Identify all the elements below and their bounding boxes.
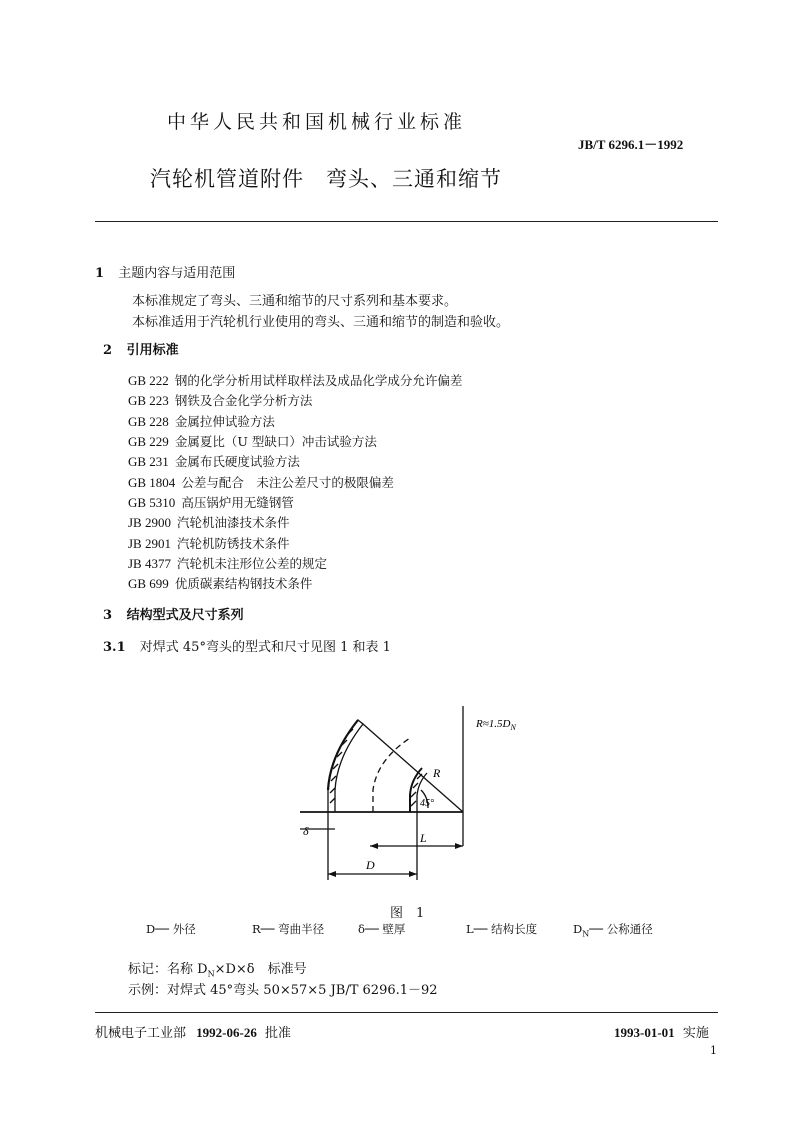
reference-title: 公差与配合 未注公差尺寸的极限偏差 — [181, 475, 394, 490]
section-2-title: 引用标准 — [126, 343, 179, 358]
section-3-title: 结构型式及尺寸系列 — [126, 608, 244, 623]
label-D: D — [366, 858, 375, 872]
effective-label: 实施 — [682, 1026, 709, 1041]
legend-R: R── 弯曲半径 — [252, 922, 325, 936]
reference-code: GB 1804 — [128, 475, 176, 490]
radius-formula: $R\approx 1.5D_N$ — [476, 718, 516, 732]
footer-approval — [95, 1022, 291, 1041]
reference-code: GB 228 — [128, 414, 169, 429]
legend-DN: $D_N──$ 公称通径 — [573, 922, 653, 939]
effective-date: 1993-01-01 — [614, 1025, 675, 1040]
approval-label: 批准 — [264, 1026, 291, 1041]
footer-effective — [614, 1022, 709, 1041]
marking-example: 示例：对焊式 45°弯头 50×57×5 JB/T 6296.1－92 — [128, 983, 438, 998]
section-2-number: 2 — [103, 343, 113, 358]
reference-code: GB 699 — [128, 576, 169, 591]
reference-code: GB 222 — [128, 373, 169, 388]
legend-L: L── 结构长度 — [466, 922, 538, 936]
section-3-number: 3 — [103, 608, 113, 623]
issuer: 机械电子工业部 — [95, 1026, 187, 1041]
section-1-paragraph-1: 本标准规定了弯头、三通和缩节的尺寸系列和基本要求。 — [132, 294, 458, 309]
label-angle: 45° — [420, 798, 434, 809]
reference-title: 高压锅炉用无缝钢管 — [181, 495, 294, 510]
reference-title: 汽轮机未注形位公差的规定 — [176, 556, 327, 571]
reference-code: GB 223 — [128, 393, 169, 408]
reference-code: GB 5310 — [128, 495, 176, 510]
standard-code: JB/T 6296.1－1992 — [578, 137, 684, 152]
legend-D: D── 外径 — [146, 922, 196, 936]
reference-code: JB 2900 — [128, 515, 171, 530]
label-R: R — [433, 766, 441, 780]
reference-title: 金属布氏硬度试验方法 — [174, 454, 300, 469]
reference-code: JB 2901 — [128, 536, 171, 551]
label-delta: δ — [303, 824, 309, 838]
document-title: 汽轮机管道附件 弯头、三通和缩节 — [150, 167, 502, 191]
reference-title: 钢铁及合金化学分析方法 — [174, 393, 313, 408]
reference-code: GB 229 — [128, 434, 169, 449]
subsection-3-1-number: 3.1 — [103, 640, 126, 655]
approval-date: 1992-06-26 — [196, 1025, 257, 1040]
label-L: L — [420, 831, 427, 845]
section-1-paragraph-2: 本标准适用于汽轮机行业使用的弯头、三通和缩节的制造和验收。 — [132, 315, 510, 330]
footer-divider — [95, 1012, 718, 1013]
reference-title: 钢的化学分析用试样取样法及成品化学成分允许偏差 — [174, 373, 463, 388]
page-number: 1 — [710, 1044, 717, 1057]
standard-org-title: 中华人民共和国机械行业标准 — [167, 111, 467, 133]
figure-caption: 图 1 — [390, 906, 425, 921]
radius-line — [363, 724, 463, 812]
reference-code: JB 4377 — [128, 556, 171, 571]
reference-title: 汽轮机油漆技术条件 — [176, 515, 290, 530]
section-1-number: 1 — [95, 266, 105, 281]
reference-title: 金属拉伸试验方法 — [174, 414, 275, 429]
reference-title: 优质碳素结构钢技术条件 — [174, 576, 313, 591]
section-1-title: 主题内容与适用范围 — [118, 266, 236, 281]
marking-line: 标记：名称 $D_N\times D\times\delta$ 标准号 — [128, 962, 307, 979]
reference-title: 汽轮机防锈技术条件 — [176, 536, 290, 551]
subsection-3-1-text: 对焊式 45°弯头的型式和尺寸见图 1 和表 1 — [139, 640, 391, 655]
reference-code: GB 231 — [128, 454, 169, 469]
reference-title: 金属夏比（U 型缺口）冲击试验方法 — [174, 434, 377, 449]
legend-delta: δ── 壁厚 — [358, 922, 406, 936]
